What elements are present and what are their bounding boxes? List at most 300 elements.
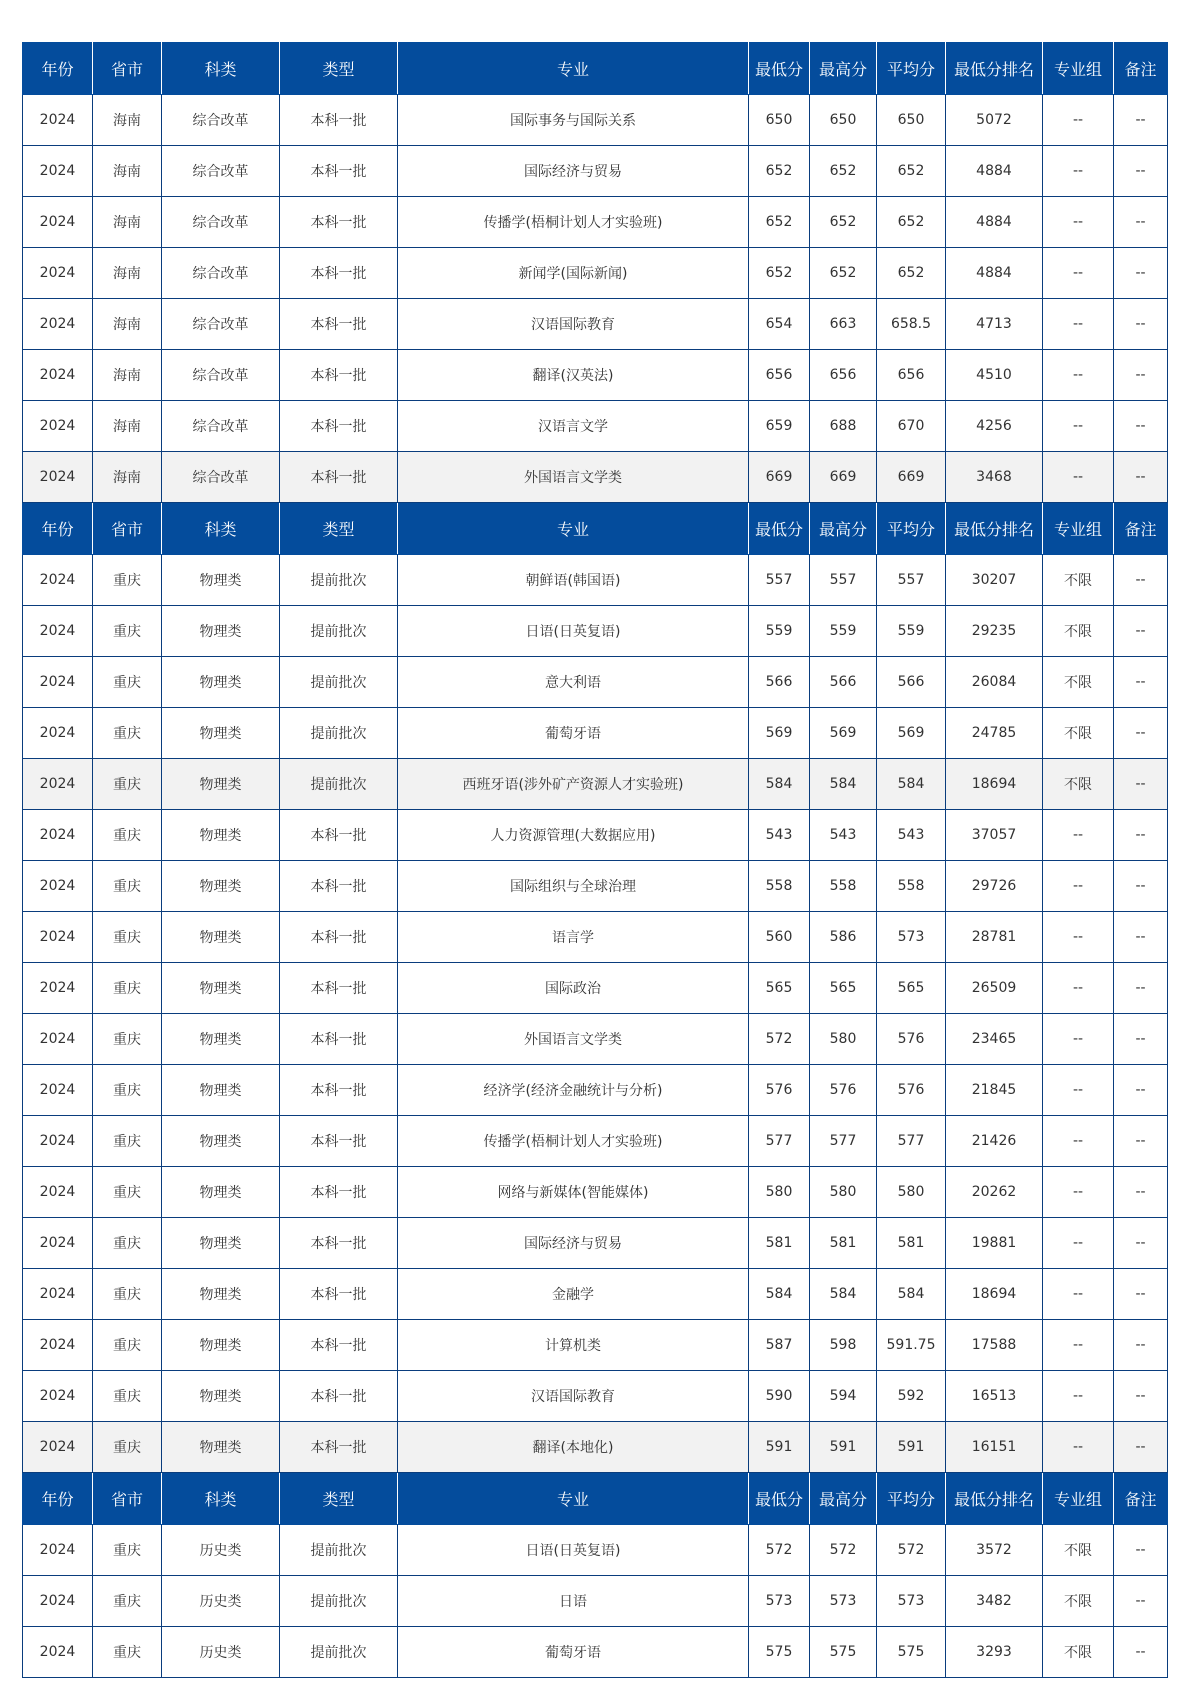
cell-min-rank: 3468 xyxy=(946,452,1043,503)
cell-major: 语言学 xyxy=(398,912,749,963)
cell-year: 2024 xyxy=(23,810,93,861)
cell-major: 朝鲜语(韩国语) xyxy=(398,555,749,606)
header-min-score: 最低分 xyxy=(749,503,810,555)
cell-category: 物理类 xyxy=(162,1422,280,1473)
cell-major-group: 不限 xyxy=(1043,1525,1114,1576)
cell-type: 提前批次 xyxy=(280,606,398,657)
table-row xyxy=(23,1371,1168,1422)
cell-type: 提前批次 xyxy=(280,1525,398,1576)
cell-province: 海南 xyxy=(93,452,162,503)
cell-min-score: 654 xyxy=(749,299,810,350)
cell-major: 汉语国际教育 xyxy=(398,299,749,350)
cell-category: 物理类 xyxy=(162,1065,280,1116)
cell-type: 提前批次 xyxy=(280,555,398,606)
header-category: 科类 xyxy=(162,503,280,555)
cell-avg-score: 658.5 xyxy=(877,299,946,350)
header-max-score: 最高分 xyxy=(810,43,877,95)
cell-min-score: 565 xyxy=(749,963,810,1014)
cell-min-score: 652 xyxy=(749,197,810,248)
cell-note: -- xyxy=(1114,1422,1168,1473)
cell-major: 日语(日英复语) xyxy=(398,606,749,657)
cell-major-group: -- xyxy=(1043,401,1114,452)
cell-note: -- xyxy=(1114,1116,1168,1167)
cell-province: 重庆 xyxy=(93,759,162,810)
cell-year: 2024 xyxy=(23,1218,93,1269)
cell-major: 国际事务与国际关系 xyxy=(398,95,749,146)
cell-type: 本科一批 xyxy=(280,95,398,146)
cell-min-score: 584 xyxy=(749,759,810,810)
cell-type: 本科一批 xyxy=(280,248,398,299)
cell-type: 本科一批 xyxy=(280,810,398,861)
table-row xyxy=(23,1627,1168,1678)
table-row xyxy=(23,861,1168,912)
cell-min-rank: 26509 xyxy=(946,963,1043,1014)
cell-max-score: 558 xyxy=(810,861,877,912)
cell-note: -- xyxy=(1114,708,1168,759)
header-min-rank: 最低分排名 xyxy=(946,503,1043,555)
cell-province: 重庆 xyxy=(93,810,162,861)
cell-category: 综合改革 xyxy=(162,95,280,146)
cell-year: 2024 xyxy=(23,963,93,1014)
header-min-score: 最低分 xyxy=(749,1473,810,1525)
cell-type: 本科一批 xyxy=(280,1116,398,1167)
cell-avg-score: 580 xyxy=(877,1167,946,1218)
header-province: 省市 xyxy=(93,1473,162,1525)
header-note: 备注 xyxy=(1114,43,1168,95)
cell-type: 本科一批 xyxy=(280,1422,398,1473)
cell-province: 海南 xyxy=(93,95,162,146)
cell-province: 重庆 xyxy=(93,1576,162,1627)
cell-province: 重庆 xyxy=(93,1371,162,1422)
cell-major: 西班牙语(涉外矿产资源人才实验班) xyxy=(398,759,749,810)
cell-min-rank: 23465 xyxy=(946,1014,1043,1065)
cell-min-rank: 4884 xyxy=(946,146,1043,197)
header-category: 科类 xyxy=(162,1473,280,1525)
cell-avg-score: 569 xyxy=(877,708,946,759)
cell-major: 葡萄牙语 xyxy=(398,708,749,759)
cell-min-score: 557 xyxy=(749,555,810,606)
cell-type: 本科一批 xyxy=(280,299,398,350)
cell-min-score: 573 xyxy=(749,1576,810,1627)
header-avg-score: 平均分 xyxy=(877,503,946,555)
header-row xyxy=(23,503,1168,555)
cell-min-score: 566 xyxy=(749,657,810,708)
cell-min-rank: 18694 xyxy=(946,1269,1043,1320)
cell-max-score: 576 xyxy=(810,1065,877,1116)
cell-year: 2024 xyxy=(23,708,93,759)
cell-major-group: -- xyxy=(1043,1269,1114,1320)
cell-major-group: 不限 xyxy=(1043,708,1114,759)
cell-major-group: -- xyxy=(1043,248,1114,299)
cell-major-group: -- xyxy=(1043,350,1114,401)
cell-type: 提前批次 xyxy=(280,759,398,810)
cell-max-score: 559 xyxy=(810,606,877,657)
cell-max-score: 543 xyxy=(810,810,877,861)
cell-type: 本科一批 xyxy=(280,912,398,963)
table-row xyxy=(23,146,1168,197)
table-row xyxy=(23,248,1168,299)
cell-type: 本科一批 xyxy=(280,401,398,452)
cell-min-rank: 16513 xyxy=(946,1371,1043,1422)
cell-major: 汉语言文学 xyxy=(398,401,749,452)
cell-max-score: 580 xyxy=(810,1014,877,1065)
cell-avg-score: 573 xyxy=(877,1576,946,1627)
table-row xyxy=(23,95,1168,146)
cell-category: 物理类 xyxy=(162,963,280,1014)
header-min-rank: 最低分排名 xyxy=(946,1473,1043,1525)
cell-note: -- xyxy=(1114,1269,1168,1320)
cell-min-score: 577 xyxy=(749,1116,810,1167)
header-type: 类型 xyxy=(280,1473,398,1525)
header-category: 科类 xyxy=(162,43,280,95)
header-min-rank: 最低分排名 xyxy=(946,43,1043,95)
cell-major: 国际政治 xyxy=(398,963,749,1014)
cell-major-group: -- xyxy=(1043,1371,1114,1422)
cell-note: -- xyxy=(1114,1218,1168,1269)
header-year: 年份 xyxy=(23,43,93,95)
cell-max-score: 575 xyxy=(810,1627,877,1678)
cell-province: 重庆 xyxy=(93,1116,162,1167)
cell-type: 本科一批 xyxy=(280,1065,398,1116)
cell-year: 2024 xyxy=(23,1065,93,1116)
cell-category: 历史类 xyxy=(162,1525,280,1576)
cell-major-group: 不限 xyxy=(1043,606,1114,657)
cell-avg-score: 592 xyxy=(877,1371,946,1422)
cell-type: 本科一批 xyxy=(280,1014,398,1065)
cell-major-group: 不限 xyxy=(1043,1576,1114,1627)
cell-min-score: 652 xyxy=(749,248,810,299)
header-row xyxy=(23,1473,1168,1525)
table-row xyxy=(23,1525,1168,1576)
cell-min-rank: 24785 xyxy=(946,708,1043,759)
cell-major: 外国语言文学类 xyxy=(398,452,749,503)
cell-min-score: 558 xyxy=(749,861,810,912)
cell-max-score: 573 xyxy=(810,1576,877,1627)
cell-note: -- xyxy=(1114,1065,1168,1116)
cell-major-group: 不限 xyxy=(1043,657,1114,708)
cell-avg-score: 581 xyxy=(877,1218,946,1269)
cell-year: 2024 xyxy=(23,95,93,146)
cell-min-rank: 4884 xyxy=(946,197,1043,248)
cell-category: 综合改革 xyxy=(162,452,280,503)
cell-major-group: -- xyxy=(1043,912,1114,963)
header-major: 专业 xyxy=(398,503,749,555)
cell-type: 本科一批 xyxy=(280,146,398,197)
cell-major: 传播学(梧桐计划人才实验班) xyxy=(398,1116,749,1167)
cell-major: 翻译(本地化) xyxy=(398,1422,749,1473)
cell-max-score: 557 xyxy=(810,555,877,606)
cell-category: 物理类 xyxy=(162,1014,280,1065)
cell-min-rank: 30207 xyxy=(946,555,1043,606)
cell-major-group: -- xyxy=(1043,1422,1114,1473)
cell-max-score: 669 xyxy=(810,452,877,503)
cell-year: 2024 xyxy=(23,197,93,248)
cell-avg-score: 669 xyxy=(877,452,946,503)
cell-category: 综合改革 xyxy=(162,350,280,401)
cell-note: -- xyxy=(1114,401,1168,452)
cell-category: 综合改革 xyxy=(162,197,280,248)
cell-min-score: 572 xyxy=(749,1525,810,1576)
cell-year: 2024 xyxy=(23,1014,93,1065)
cell-major: 葡萄牙语 xyxy=(398,1627,749,1678)
cell-min-rank: 21426 xyxy=(946,1116,1043,1167)
cell-type: 提前批次 xyxy=(280,1627,398,1678)
cell-avg-score: 543 xyxy=(877,810,946,861)
header-note: 备注 xyxy=(1114,1473,1168,1525)
cell-min-score: 652 xyxy=(749,146,810,197)
cell-min-rank: 3572 xyxy=(946,1525,1043,1576)
table-row xyxy=(23,810,1168,861)
cell-avg-score: 652 xyxy=(877,248,946,299)
table-body xyxy=(23,43,1168,1678)
cell-min-score: 560 xyxy=(749,912,810,963)
cell-major-group: 不限 xyxy=(1043,759,1114,810)
cell-major-group: -- xyxy=(1043,861,1114,912)
cell-avg-score: 652 xyxy=(877,197,946,248)
cell-category: 物理类 xyxy=(162,657,280,708)
cell-province: 海南 xyxy=(93,197,162,248)
cell-avg-score: 577 xyxy=(877,1116,946,1167)
cell-max-score: 566 xyxy=(810,657,877,708)
cell-type: 本科一批 xyxy=(280,1167,398,1218)
cell-max-score: 652 xyxy=(810,197,877,248)
cell-type: 本科一批 xyxy=(280,1371,398,1422)
cell-max-score: 652 xyxy=(810,248,877,299)
header-note: 备注 xyxy=(1114,503,1168,555)
cell-major: 国际经济与贸易 xyxy=(398,1218,749,1269)
cell-note: -- xyxy=(1114,1320,1168,1371)
header-province: 省市 xyxy=(93,503,162,555)
table-row xyxy=(23,401,1168,452)
cell-min-rank: 19881 xyxy=(946,1218,1043,1269)
table-row xyxy=(23,1269,1168,1320)
cell-min-score: 656 xyxy=(749,350,810,401)
cell-max-score: 663 xyxy=(810,299,877,350)
cell-major: 计算机类 xyxy=(398,1320,749,1371)
cell-min-rank: 18694 xyxy=(946,759,1043,810)
cell-min-score: 581 xyxy=(749,1218,810,1269)
cell-min-rank: 4884 xyxy=(946,248,1043,299)
cell-province: 海南 xyxy=(93,248,162,299)
cell-type: 本科一批 xyxy=(280,861,398,912)
table-row xyxy=(23,452,1168,503)
cell-category: 物理类 xyxy=(162,606,280,657)
cell-note: -- xyxy=(1114,555,1168,606)
cell-avg-score: 584 xyxy=(877,1269,946,1320)
cell-min-score: 543 xyxy=(749,810,810,861)
table-row xyxy=(23,1576,1168,1627)
cell-year: 2024 xyxy=(23,1269,93,1320)
cell-max-score: 581 xyxy=(810,1218,877,1269)
table-row xyxy=(23,1422,1168,1473)
cell-province: 海南 xyxy=(93,401,162,452)
cell-avg-score: 670 xyxy=(877,401,946,452)
cell-province: 重庆 xyxy=(93,1525,162,1576)
cell-min-score: 569 xyxy=(749,708,810,759)
header-avg-score: 平均分 xyxy=(877,1473,946,1525)
table-row xyxy=(23,1116,1168,1167)
cell-year: 2024 xyxy=(23,1167,93,1218)
cell-min-score: 650 xyxy=(749,95,810,146)
cell-province: 重庆 xyxy=(93,912,162,963)
cell-major-group: -- xyxy=(1043,146,1114,197)
cell-type: 本科一批 xyxy=(280,452,398,503)
cell-min-rank: 20262 xyxy=(946,1167,1043,1218)
cell-type: 本科一批 xyxy=(280,350,398,401)
cell-min-rank: 4256 xyxy=(946,401,1043,452)
cell-type: 本科一批 xyxy=(280,197,398,248)
cell-province: 海南 xyxy=(93,146,162,197)
cell-min-rank: 29726 xyxy=(946,861,1043,912)
table-row xyxy=(23,1218,1168,1269)
cell-note: -- xyxy=(1114,452,1168,503)
cell-major-group: -- xyxy=(1043,1116,1114,1167)
cell-province: 重庆 xyxy=(93,1422,162,1473)
cell-max-score: 584 xyxy=(810,759,877,810)
cell-type: 本科一批 xyxy=(280,1218,398,1269)
table-row xyxy=(23,197,1168,248)
cell-major-group: -- xyxy=(1043,1065,1114,1116)
cell-major: 外国语言文学类 xyxy=(398,1014,749,1065)
cell-province: 重庆 xyxy=(93,861,162,912)
table-row xyxy=(23,708,1168,759)
cell-province: 海南 xyxy=(93,299,162,350)
cell-max-score: 584 xyxy=(810,1269,877,1320)
cell-max-score: 569 xyxy=(810,708,877,759)
cell-max-score: 586 xyxy=(810,912,877,963)
cell-note: -- xyxy=(1114,197,1168,248)
cell-type: 提前批次 xyxy=(280,1576,398,1627)
cell-min-rank: 17588 xyxy=(946,1320,1043,1371)
table-row xyxy=(23,1167,1168,1218)
cell-min-score: 669 xyxy=(749,452,810,503)
cell-avg-score: 559 xyxy=(877,606,946,657)
cell-max-score: 656 xyxy=(810,350,877,401)
cell-avg-score: 652 xyxy=(877,146,946,197)
cell-year: 2024 xyxy=(23,1627,93,1678)
cell-year: 2024 xyxy=(23,912,93,963)
cell-major: 金融学 xyxy=(398,1269,749,1320)
cell-year: 2024 xyxy=(23,1116,93,1167)
cell-min-score: 559 xyxy=(749,606,810,657)
cell-category: 综合改革 xyxy=(162,401,280,452)
cell-max-score: 580 xyxy=(810,1167,877,1218)
cell-type: 提前批次 xyxy=(280,708,398,759)
cell-min-rank: 29235 xyxy=(946,606,1043,657)
cell-note: -- xyxy=(1114,810,1168,861)
cell-major: 经济学(经济金融统计与分析) xyxy=(398,1065,749,1116)
cell-min-score: 591 xyxy=(749,1422,810,1473)
cell-year: 2024 xyxy=(23,299,93,350)
cell-year: 2024 xyxy=(23,452,93,503)
cell-avg-score: 591 xyxy=(877,1422,946,1473)
cell-year: 2024 xyxy=(23,146,93,197)
cell-max-score: 591 xyxy=(810,1422,877,1473)
cell-note: -- xyxy=(1114,1525,1168,1576)
cell-category: 物理类 xyxy=(162,912,280,963)
cell-category: 综合改革 xyxy=(162,248,280,299)
cell-year: 2024 xyxy=(23,759,93,810)
header-major-group: 专业组 xyxy=(1043,43,1114,95)
cell-avg-score: 572 xyxy=(877,1525,946,1576)
cell-major-group: -- xyxy=(1043,299,1114,350)
cell-year: 2024 xyxy=(23,1422,93,1473)
table-row xyxy=(23,1320,1168,1371)
cell-year: 2024 xyxy=(23,1525,93,1576)
cell-category: 综合改革 xyxy=(162,299,280,350)
cell-min-score: 580 xyxy=(749,1167,810,1218)
cell-category: 历史类 xyxy=(162,1627,280,1678)
cell-year: 2024 xyxy=(23,248,93,299)
cell-max-score: 650 xyxy=(810,95,877,146)
cell-major-group: -- xyxy=(1043,963,1114,1014)
cell-province: 重庆 xyxy=(93,1269,162,1320)
cell-province: 重庆 xyxy=(93,1320,162,1371)
table-row xyxy=(23,963,1168,1014)
table-row xyxy=(23,350,1168,401)
cell-min-rank: 5072 xyxy=(946,95,1043,146)
cell-category: 综合改革 xyxy=(162,146,280,197)
cell-max-score: 688 xyxy=(810,401,877,452)
cell-category: 物理类 xyxy=(162,1218,280,1269)
cell-major: 国际组织与全球治理 xyxy=(398,861,749,912)
cell-year: 2024 xyxy=(23,657,93,708)
cell-category: 物理类 xyxy=(162,708,280,759)
cell-category: 物理类 xyxy=(162,1320,280,1371)
table-row xyxy=(23,759,1168,810)
cell-min-rank: 28781 xyxy=(946,912,1043,963)
table-row xyxy=(23,299,1168,350)
cell-category: 物理类 xyxy=(162,1269,280,1320)
cell-year: 2024 xyxy=(23,401,93,452)
cell-avg-score: 566 xyxy=(877,657,946,708)
cell-major-group: -- xyxy=(1043,1320,1114,1371)
cell-min-score: 576 xyxy=(749,1065,810,1116)
cell-major-group: -- xyxy=(1043,1167,1114,1218)
cell-note: -- xyxy=(1114,95,1168,146)
cell-note: -- xyxy=(1114,1167,1168,1218)
cell-avg-score: 557 xyxy=(877,555,946,606)
cell-min-rank: 4713 xyxy=(946,299,1043,350)
cell-province: 重庆 xyxy=(93,1627,162,1678)
header-type: 类型 xyxy=(280,43,398,95)
header-avg-score: 平均分 xyxy=(877,43,946,95)
cell-min-score: 659 xyxy=(749,401,810,452)
header-row xyxy=(23,43,1168,95)
cell-category: 历史类 xyxy=(162,1576,280,1627)
cell-max-score: 598 xyxy=(810,1320,877,1371)
cell-min-rank: 3293 xyxy=(946,1627,1043,1678)
cell-category: 物理类 xyxy=(162,555,280,606)
cell-min-score: 584 xyxy=(749,1269,810,1320)
cell-province: 重庆 xyxy=(93,1218,162,1269)
cell-min-rank: 21845 xyxy=(946,1065,1043,1116)
cell-max-score: 572 xyxy=(810,1525,877,1576)
cell-max-score: 594 xyxy=(810,1371,877,1422)
cell-note: -- xyxy=(1114,606,1168,657)
cell-note: -- xyxy=(1114,248,1168,299)
cell-major-group: -- xyxy=(1043,1218,1114,1269)
cell-max-score: 565 xyxy=(810,963,877,1014)
cell-min-rank: 26084 xyxy=(946,657,1043,708)
cell-major: 翻译(汉英法) xyxy=(398,350,749,401)
table-row xyxy=(23,1065,1168,1116)
cell-year: 2024 xyxy=(23,555,93,606)
cell-province: 重庆 xyxy=(93,1014,162,1065)
cell-year: 2024 xyxy=(23,606,93,657)
cell-major: 日语(日英复语) xyxy=(398,1525,749,1576)
cell-min-score: 572 xyxy=(749,1014,810,1065)
